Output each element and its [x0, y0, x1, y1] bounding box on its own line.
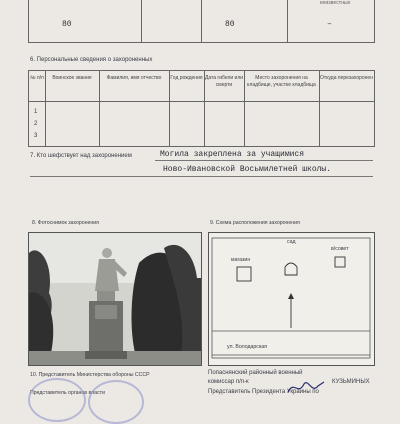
col-header-name: Фамилия, имя отчество	[106, 75, 162, 81]
commissar-line-1: Попаснянский районный военный	[208, 370, 303, 376]
top-value-right: 80	[225, 20, 235, 29]
commissar-line-2: комиссар п/п-к	[208, 379, 249, 385]
scheme-label-council: в/совет	[331, 246, 349, 252]
col-divider	[45, 71, 46, 146]
col-header-origin: Откуда перезахоронен	[320, 75, 373, 81]
official-stamp	[88, 380, 144, 424]
top-table-divider	[287, 0, 288, 42]
monument-photo-image	[29, 233, 201, 365]
col-header-place: Место захоронения на кладбище, участке кладбища	[247, 75, 316, 88]
top-table	[28, 0, 375, 43]
col-header-death: Дата гибели или смерти	[204, 75, 244, 88]
row-number: 1	[34, 109, 38, 115]
commissar-name: КУЗЬМИНЫХ	[332, 379, 370, 385]
scheme-label-shop: магазин	[231, 257, 251, 263]
grave-photo	[28, 232, 202, 366]
top-value-left: 80	[62, 20, 72, 29]
section6-title: 6. Персональные сведения о захороненных	[30, 57, 153, 63]
header-separator	[29, 101, 374, 102]
personal-data-table	[28, 70, 375, 147]
president-rep-line: Представитель Президента Украины по	[208, 389, 319, 395]
col-header-rank: Воинское звание	[52, 75, 92, 81]
section7-label: 7. Кто шефствует над захоронением	[30, 153, 132, 159]
section8-label: 8. Фотоснимок захоронения	[32, 220, 99, 226]
top-table-divider	[201, 0, 202, 42]
underline	[155, 160, 373, 161]
col-divider	[169, 71, 170, 146]
col-header-num: № п/п	[30, 75, 44, 81]
location-scheme	[208, 232, 375, 366]
underline	[30, 176, 373, 177]
section9-label: 9. Схема расположения захоронения	[210, 220, 300, 226]
top-table-header-fragment: неизвестных	[319, 0, 351, 6]
section10-label: 10. Представитель Министерства обороны СССР	[30, 372, 150, 378]
scheme-label-street: ул. Володарская	[227, 344, 267, 350]
top-value-dash: –	[327, 20, 332, 29]
scheme-label-garden: сад	[287, 239, 296, 245]
official-stamp	[28, 378, 86, 422]
col-divider	[319, 71, 320, 146]
signature-icon	[286, 376, 326, 398]
patron-line-2: Ново-Ивановской Восьмилетней школы.	[163, 165, 332, 174]
col-header-birth: Год рождения	[170, 75, 203, 81]
row-number: 2	[34, 121, 38, 127]
col-divider	[99, 71, 100, 146]
top-table-divider	[141, 0, 142, 42]
patron-line-1: Могила закреплена за учащимися	[160, 150, 305, 159]
row-number: 3	[34, 133, 38, 139]
authority-rep-line: Представитель органов власти	[30, 390, 105, 396]
